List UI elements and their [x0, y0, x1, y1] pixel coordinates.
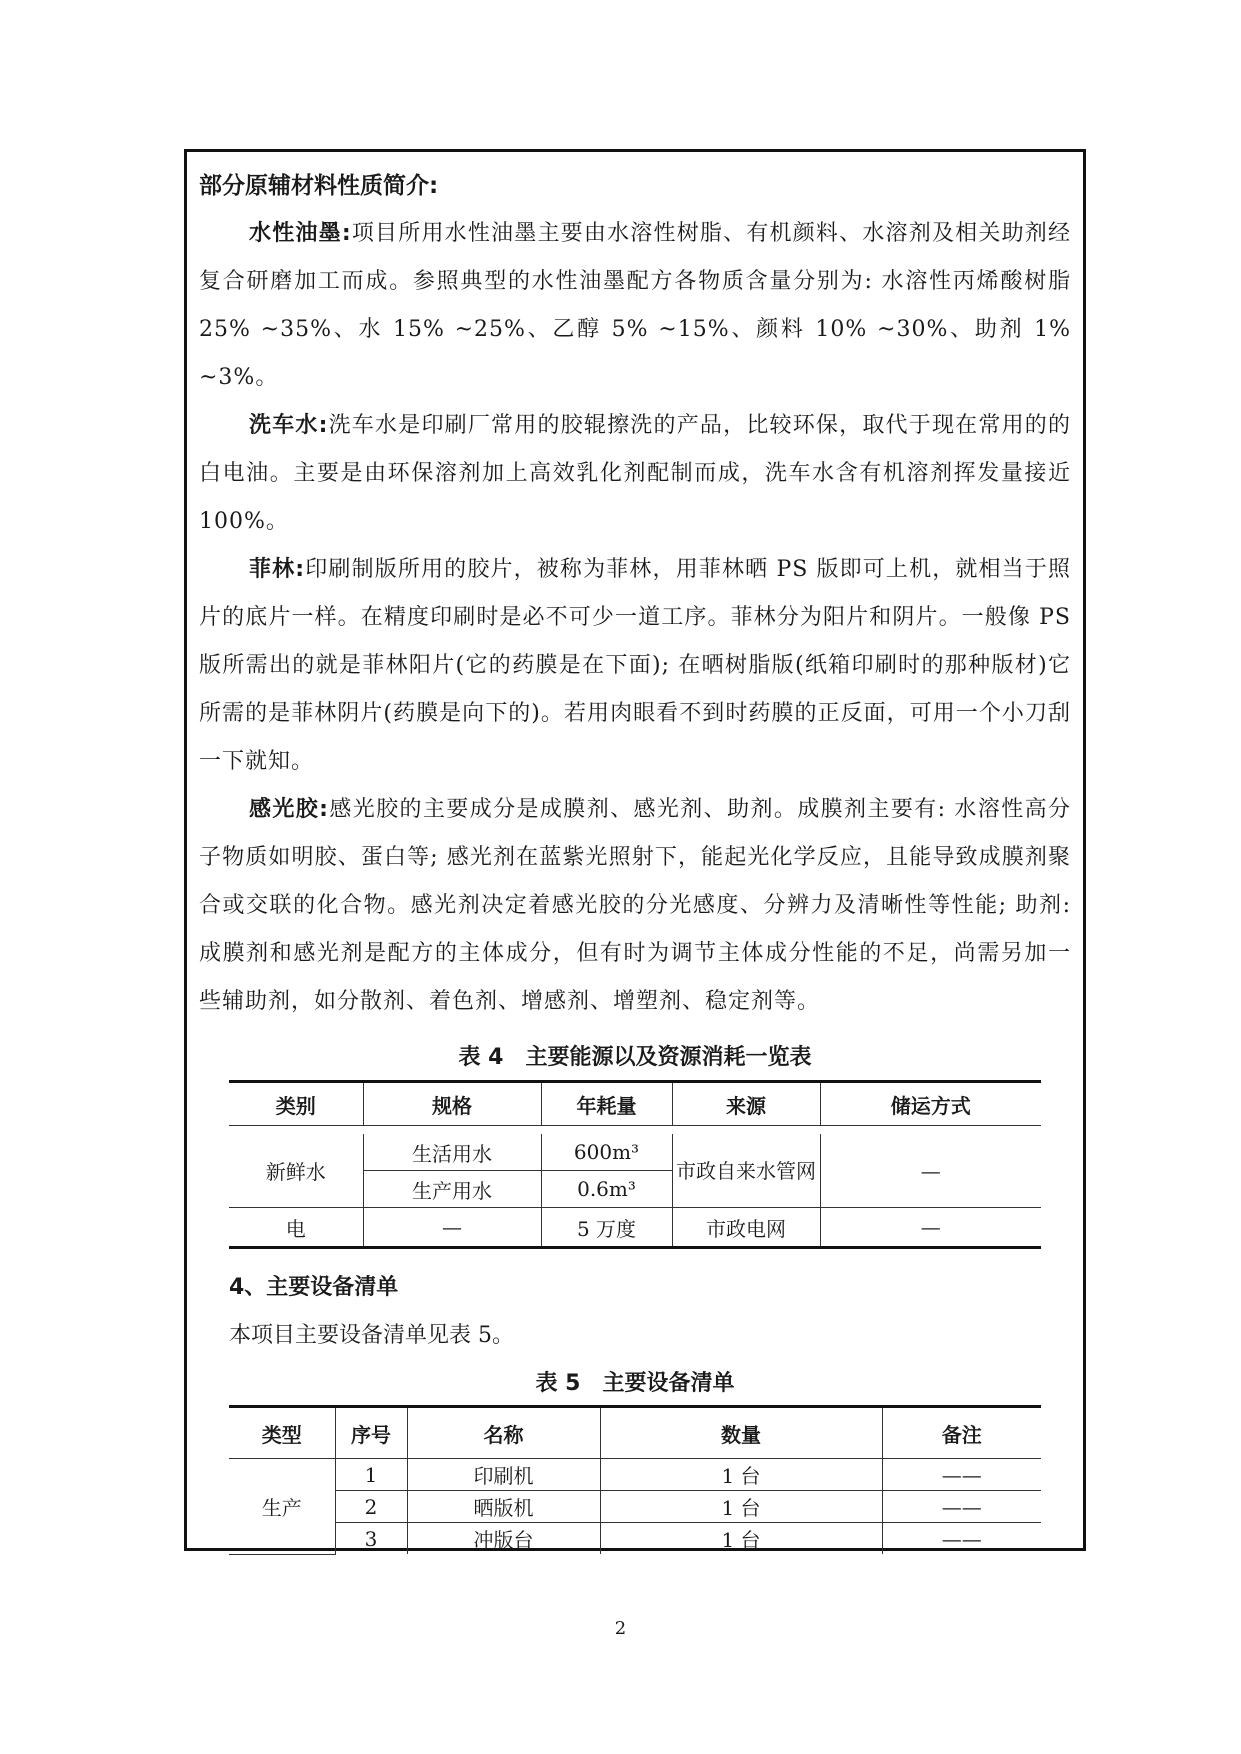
name-cell: 晒版机: [407, 1491, 600, 1523]
spec-cell: —: [363, 1208, 541, 1248]
paragraph-ink: [199, 210, 1071, 402]
table-row: [229, 1134, 1041, 1171]
number-cell: 3: [335, 1523, 407, 1555]
spec-cell: 生活用水: [363, 1134, 541, 1171]
note-cell: ——: [882, 1459, 1041, 1491]
table-row: [229, 1523, 1041, 1555]
column-header: 年耗量: [541, 1082, 672, 1126]
table-row: [229, 1459, 1041, 1491]
name-cell: 印刷机: [407, 1459, 600, 1491]
column-header: 规格: [363, 1082, 541, 1126]
term-label: 感光胶:: [249, 797, 329, 822]
table-header-row: [229, 1082, 1041, 1126]
paragraph-text: 印刷制版所用的胶片，被称为菲林，用菲林晒 PS 版即可上机，就相当于照片的底片一样。在精度印刷时是必不可少一道工序。菲林分为阳片和阴片。一般像 PS 版所需出的就是菲林阳片(它的药膜是在下面); 在晒树脂版(纸箱印刷时的那种版材)它所需的是菲林阴片(药膜是向下的)。若用肉眼看不到时药膜的正反面，可用一个小刀刮一下就知。: [199, 557, 1071, 774]
column-header: 类别: [229, 1082, 363, 1126]
paragraph-film: [199, 546, 1071, 786]
paragraph-text: 项目所用水性油墨主要由水溶性树脂、有机颜料、水溶剂及相关助剂经复合研磨加工而成。参照典型的水性油墨配方各物质含量分别为: 水溶性丙烯酸树脂 25% ~35%、水 15% ~25%、乙醇 5% ~15%、颜料 10% ~30%、助剂 1% ~3%。: [199, 221, 1071, 390]
note-cell: ——: [882, 1523, 1041, 1555]
spec-cell: 生产用水: [363, 1171, 541, 1208]
table-row: [229, 1491, 1041, 1523]
table-row: [229, 1208, 1041, 1248]
amount-cell: 5 万度: [541, 1208, 672, 1248]
paragraph-text: 洗车水是印刷厂常用的胶辊擦洗的产品，比较环保，取代于现在常用的的白电油。主要是由环保溶剂加上高效乳化剂配制而成，洗车水含有机溶剂挥发量接近 100%。: [199, 413, 1071, 534]
quantity-cell: 1 台: [600, 1523, 882, 1555]
energy-table: [229, 1080, 1041, 1249]
note-cell: ——: [882, 1491, 1041, 1523]
column-header: 名称: [407, 1407, 600, 1459]
column-header: 储运方式: [820, 1082, 1041, 1126]
number-cell: 1: [335, 1459, 407, 1491]
term-label: 洗车水:: [249, 413, 329, 438]
term-label: 水性油墨:: [249, 221, 352, 246]
page-number: 2: [614, 1618, 627, 1639]
storage-cell: —: [820, 1208, 1041, 1248]
paragraph-washer: [199, 402, 1071, 546]
paragraph-text: 感光胶的主要成分是成膜剂、感光剂、助剂。成膜剂主要有: 水溶性高分子物质如明胶、蛋白等; 感光剂在蓝紫光照射下，能起光化学反应，且能导致成膜剂聚合或交联的化合物。感光剂决定着感光胶的分光感度、分辨力及清晰性等性能; 助剂: 成膜剂和感光剂是配方的主体成分，但有时为调节主体成分性能的不足，尚需另加一些辅助剂，如分散剂、着色剂、增感剂、增塑剂、稳定剂等。: [199, 797, 1071, 1014]
paragraph-photoresist: [199, 786, 1071, 1026]
section4-title: 4、主要设备清单: [229, 1275, 399, 1300]
column-header: 数量: [600, 1407, 882, 1459]
number-cell: 2: [335, 1491, 407, 1523]
source-cell: 市政电网: [672, 1208, 820, 1248]
type-cell: 生产: [229, 1459, 335, 1555]
content-frame: [184, 149, 1086, 1551]
column-header: 序号: [335, 1407, 407, 1459]
column-header: 来源: [672, 1082, 820, 1126]
amount-cell: 600m³: [541, 1134, 672, 1171]
equipment-table: [229, 1405, 1041, 1555]
term-label: 菲林:: [249, 557, 306, 582]
name-cell: 冲版台: [407, 1523, 600, 1555]
section-heading: 部分原辅材料性质简介:: [199, 173, 439, 199]
column-header: 类型: [229, 1407, 335, 1459]
source-cell: 市政自来水管网: [672, 1134, 820, 1208]
quantity-cell: 1 台: [600, 1491, 882, 1523]
column-header: 备注: [882, 1407, 1041, 1459]
storage-cell: —: [820, 1134, 1041, 1208]
amount-cell: 0.6m³: [541, 1171, 672, 1208]
category-cell: 新鲜水: [229, 1134, 363, 1208]
section4-text: 本项目主要设备清单见表 5。: [229, 1323, 514, 1348]
content-body: [199, 162, 1071, 1552]
table-header-row: [229, 1407, 1041, 1459]
table5-caption: 表 5 主要设备清单: [535, 1371, 735, 1396]
category-cell: 电: [229, 1208, 363, 1248]
quantity-cell: 1 台: [600, 1459, 882, 1491]
table4-caption: 表 4 主要能源以及资源消耗一览表: [458, 1045, 812, 1070]
